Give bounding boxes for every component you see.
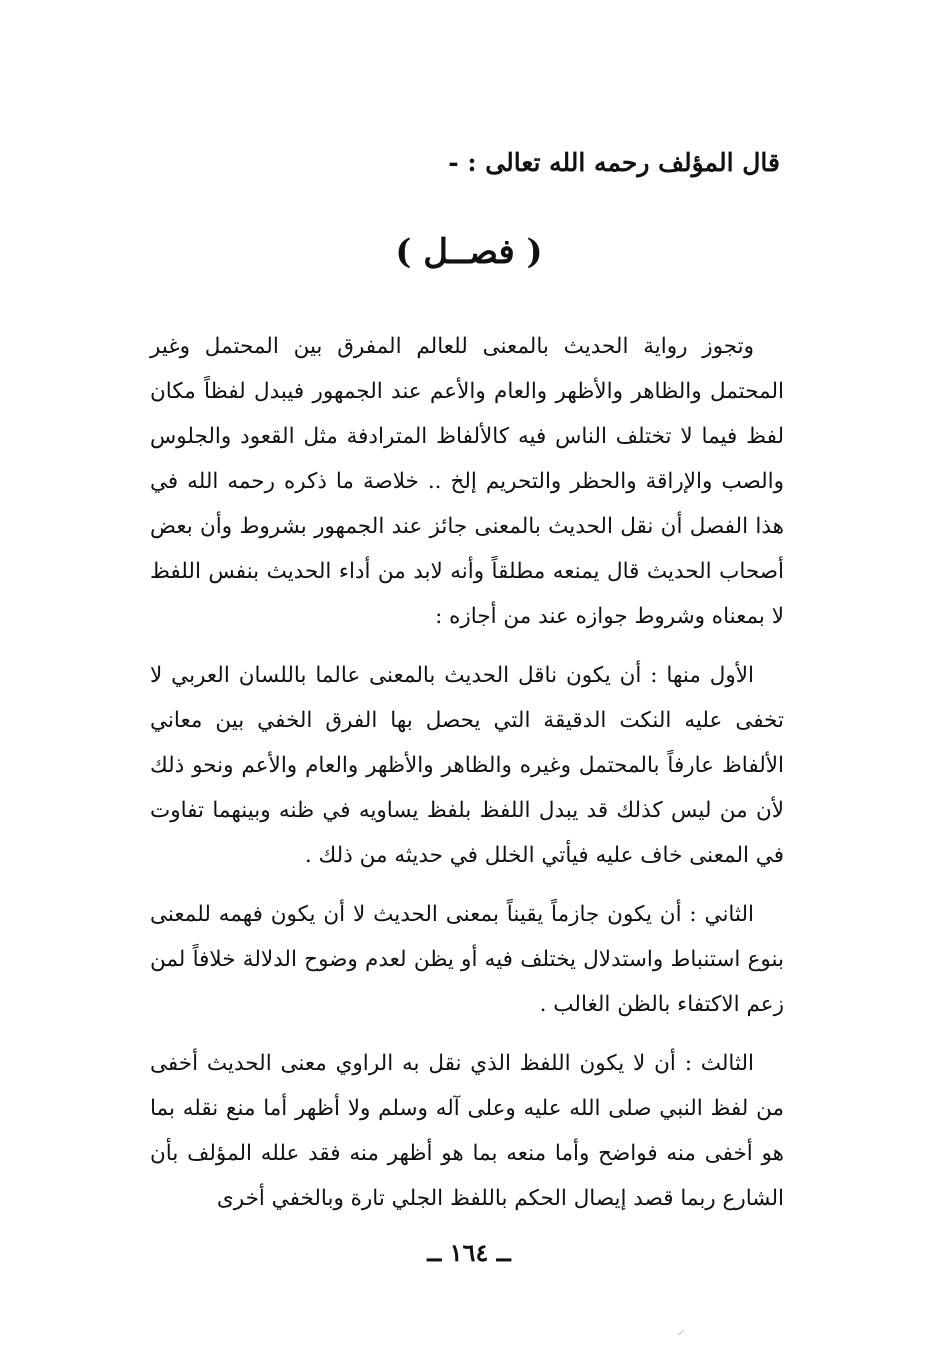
paragraph-first-condition: الأول منها : أن يكون ناقل الحديث بالمعنى عالما باللسان العربي لا تخفى عليه النكت الدقيقة التي يحصل بها الفرق الخفي بين معاني الألفاظ عارفاً بالمحتمل وغيره والظاهر والأظهر والعام والأعم ونحو ذلك لأن من ليس كذلك قد يبدل اللفظ بلفظ يساويه في ظنه وبينهما تفاوت في المعنى خاف عليه فيأتي الخلل في حديثه من ذلك . (150, 663, 784, 868)
body-text (150, 324, 784, 1235)
section-title: ( فصــل ) (395, 232, 543, 272)
scan-speck (678, 1330, 685, 1336)
author-heading: قال المؤلف رحمه الله تعالى : - (448, 148, 780, 177)
paragraph-third-condition: الثالث : أن لا يكون اللفظ الذي نقل به الراوي معنى الحديث أخفى من لفظ النبي صلى الله عليه وعلى آله وسلم ولا أظهر أما منع نقله بما هو أخفى منه فواضح وأما منعه بما هو أظهر منه فقد علله المؤلف بأن الشارع ربما قصد إيصال الحكم باللفظ الجلي تارة وبالخفي أخرى (150, 1051, 784, 1211)
paragraph-second-condition: الثاني : أن يكون جازماً يقيناً بمعنى الحديث لا أن يكون فهمه للمعنى بنوع استنباط واستدلال يختلف فيه أو يظن لعدم وضوح الدلالة خلافاً لمن زعم الاكتفاء بالظن الغالب . (150, 902, 784, 1017)
page-number: ــ ١٦٤ ــ (427, 1238, 511, 1267)
paragraph-intro: وتجوز رواية الحديث بالمعنى للعالم المفرق بين المحتمل وغير المحتمل والظاهر والأظهر والعام والأعم عند الجمهور فيبدل لفظاً مكان لفظ فيما لا تختلف الناس فيه كالألفاظ المترادفة مثل القعود والجلوس والصب والإراقة والحظر والتحريم إلخ .. خلاصة ما ذكره رحمه الله في هذا الفصل أن نقل الحديث بالمعنى جائز عند الجمهور بشروط وأن بعض أصحاب الحديث قال يمنعه مطلقاً وأنه لابد من أداء الحديث بنفس اللفظ لا بمعناه وشروط جوازه عند من أجازه : (150, 334, 784, 629)
